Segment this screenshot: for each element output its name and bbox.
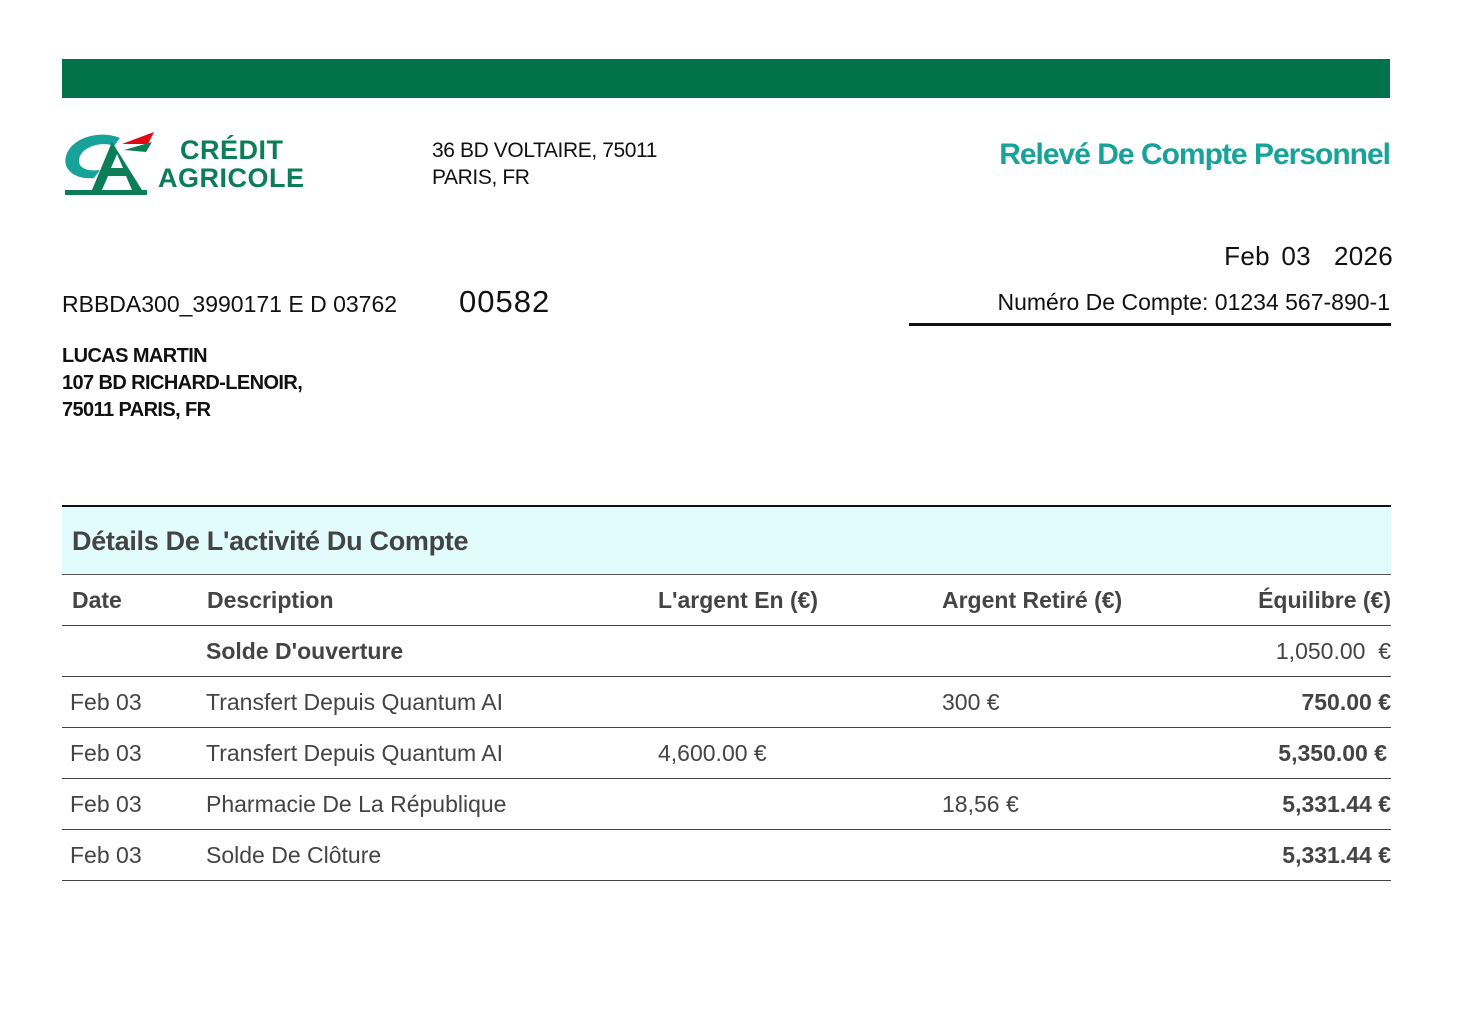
bank-address [432, 137, 657, 191]
column-header-money-out: Argent Retiré (€) [942, 587, 1123, 613]
reference-code: RBBDA300_3990171 E D 03762 [62, 291, 398, 317]
account-number: Numéro De Compte: 01234 567-890-1 [909, 289, 1391, 326]
table-row [62, 830, 1391, 881]
brand-header-bar [62, 59, 1390, 98]
document-title: Relevé De Compte Personnel [999, 138, 1390, 171]
column-header-description: Description [207, 587, 334, 613]
row-description: Solde D'ouverture [206, 638, 404, 664]
bank-address-line-1: 36 BD VOLTAIRE, 75011 [432, 139, 658, 162]
row-description: Transfert Depuis Quantum AI [206, 740, 504, 766]
row-date: Feb 03 [70, 689, 142, 715]
row-balance: 5,350.00 € [1278, 740, 1387, 766]
row-money-out: 18,56 € [942, 791, 1019, 817]
row-description: Transfert Depuis Quantum AI [206, 689, 504, 715]
table-row [62, 677, 1391, 728]
row-description: Pharmacie De La République [206, 791, 507, 817]
customer-address-line-2: 75011 PARIS, FR [62, 399, 211, 421]
row-description: Solde De Clôture [206, 842, 382, 868]
row-balance: 5,331.44 € [1282, 791, 1391, 817]
row-money-out: 300 € [942, 689, 1000, 715]
table-header-row [62, 575, 1391, 626]
bank-address-line-2: PARIS, FR [432, 166, 530, 189]
ca-logo-icon [62, 128, 158, 200]
column-header-money-in: L'argent En (€) [658, 587, 819, 613]
customer-name: LUCAS MARTIN [62, 345, 208, 367]
activity-table-title: Détails De L'activité Du Compte [62, 507, 1391, 575]
row-date: Feb 03 [70, 842, 142, 868]
row-balance: 5,331.44 € [1282, 842, 1391, 868]
row-balance: 750.00 € [1301, 689, 1391, 715]
logo-line-1: CRÉDIT [180, 135, 284, 165]
column-header-date: Date [72, 587, 122, 613]
logo-line-2: AGRICOLE [158, 163, 305, 193]
customer-address-block [62, 343, 302, 424]
column-header-balance: Équilibre (€) [1258, 587, 1391, 613]
row-date: Feb 03 [70, 740, 142, 766]
reference-number: 00582 [459, 284, 551, 319]
row-money-in: 4,600.00 € [658, 740, 767, 766]
row-balance: 1,050.00 € [1275, 638, 1391, 664]
row-date: Feb 03 [70, 791, 142, 817]
table-row [62, 728, 1391, 779]
bank-logo [62, 128, 337, 200]
customer-address-line-1: 107 BD RICHARD-LENOIR, [62, 372, 303, 394]
bank-logo-wordmark [158, 136, 305, 192]
table-row [62, 779, 1391, 830]
statement-date-text: Feb 03 2026 [1224, 241, 1393, 271]
table-row [62, 626, 1391, 677]
account-activity-table [62, 505, 1391, 881]
statement-date [1224, 241, 1393, 272]
